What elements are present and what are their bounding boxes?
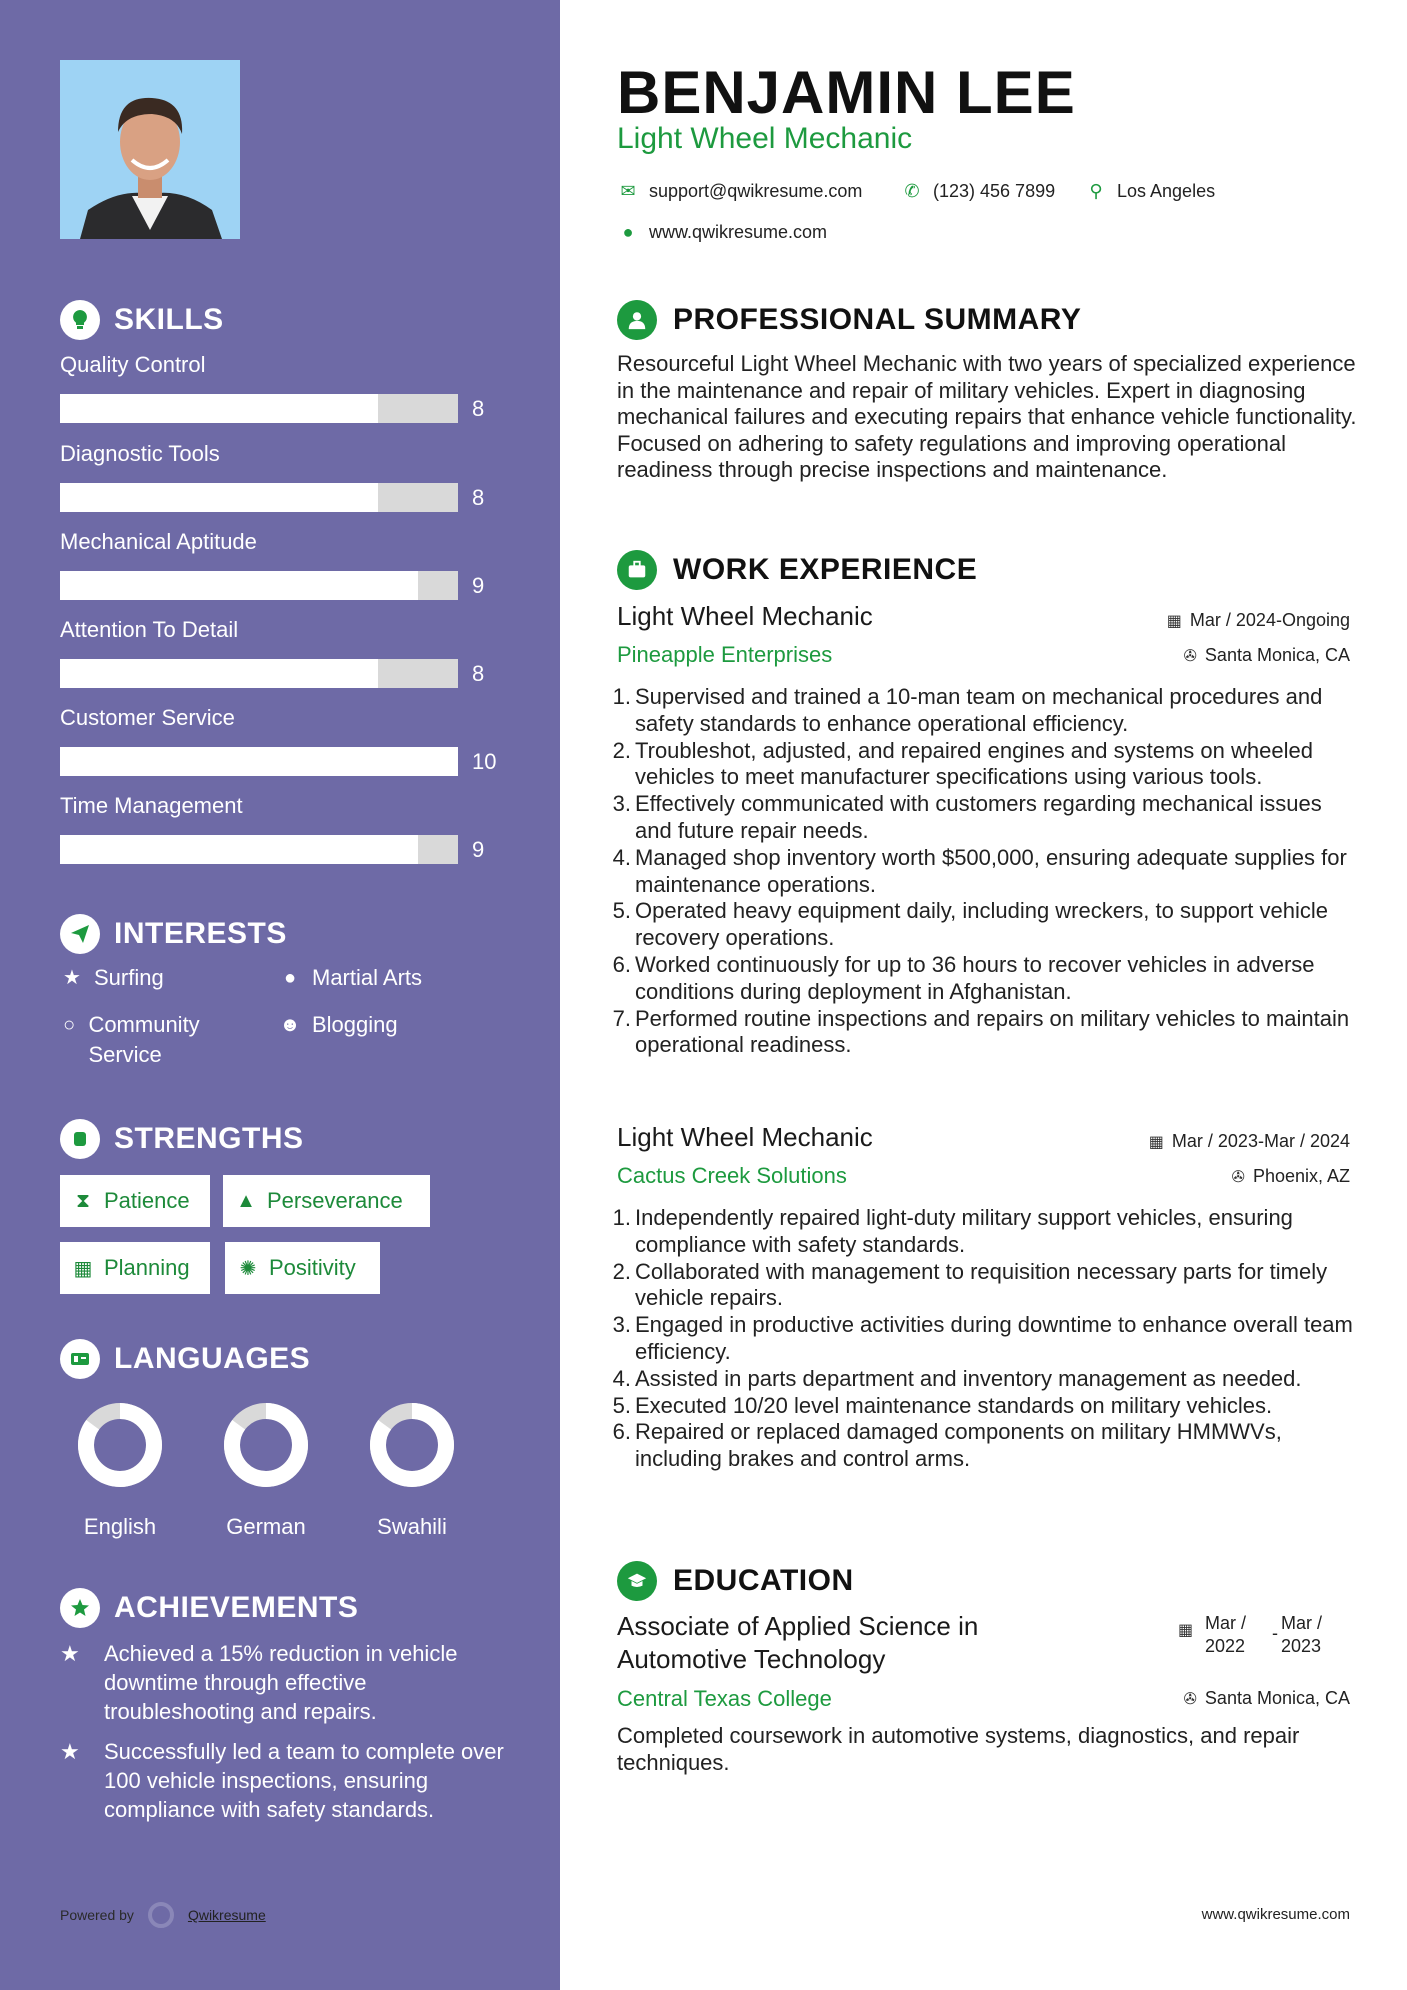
- interest-item: ★ Surfing: [60, 963, 164, 993]
- skill-bar-fill: [60, 483, 378, 512]
- sidebar: [0, 0, 560, 1990]
- envelope-icon: ✉: [620, 181, 636, 201]
- skill-bar-fill: [60, 571, 418, 600]
- skill-item: [60, 529, 500, 598]
- achievements-heading: ACHIEVEMENTS: [60, 1588, 358, 1628]
- pushpin-icon: ✇: [1183, 1690, 1197, 1708]
- language-item: [60, 1400, 180, 1540]
- skill-bar: [60, 394, 458, 423]
- strength-badge: ✺ Positivity: [225, 1242, 380, 1294]
- language-item: [206, 1400, 326, 1540]
- languages-heading: LANGUAGES: [60, 1339, 310, 1379]
- skill-bar: [60, 483, 458, 512]
- education-description: Completed coursework in automotive systems, diagnostics, and repair techniques.: [617, 1723, 1300, 1775]
- experience-heading: WORK EXPERIENCE: [617, 550, 977, 590]
- hourglass-icon: ⧗: [75, 1189, 91, 1212]
- skill-name: Diagnostic Tools: [60, 441, 220, 466]
- calendar-icon-wrap: [1178, 1620, 1193, 1640]
- job-dates: ▦ Mar / 2024-Ongoing: [1166, 610, 1350, 630]
- duty-item: Managed shop inventory worth $500,000, ensuring adequate supplies for maintenance operations.: [635, 844, 1347, 897]
- job-location: ✇ Phoenix, AZ: [1231, 1166, 1350, 1186]
- interest-item: ○ Community Service: [60, 1010, 235, 1070]
- skill-value: 9: [472, 573, 485, 598]
- job-location: ✇ Santa Monica, CA: [1183, 645, 1350, 665]
- skill-name: Mechanical Aptitude: [60, 529, 257, 554]
- job-dates: ▦ Mar / 2023-Mar / 2024: [1148, 1131, 1350, 1151]
- education-heading: EDUCATION: [617, 1561, 854, 1601]
- education-school: Central Texas College: [617, 1686, 832, 1711]
- skill-value: 9: [472, 837, 485, 862]
- language-icon: [60, 1339, 100, 1379]
- job-company: Cactus Creek Solutions: [617, 1163, 847, 1188]
- language-item: [352, 1400, 472, 1540]
- skill-bar-fill: [60, 394, 378, 423]
- hand-icon: ○: [63, 1014, 76, 1036]
- skill-item: [60, 617, 500, 686]
- summary-text: Resourceful Light Wheel Mechanic with two years of specialized experience in the maintenance and repair of military vehicles. Expert in diagnosing mechanical failures and executing repairs that enhance vehicle functionality. Focused on adhering to safety regulations and improving operational readiness through precise inspections and maintenance.: [617, 351, 1357, 482]
- skill-value: 8: [472, 485, 485, 510]
- brand-link[interactable]: Qwikresume: [187, 1907, 266, 1923]
- phone-icon: ✆: [904, 181, 920, 201]
- summary-heading: PROFESSIONAL SUMMARY: [617, 300, 1081, 340]
- map-pin-icon: ⚲: [1089, 181, 1103, 201]
- duty-item: Independently repaired light-duty military support vehicles, ensuring compliance with safety standards.: [635, 1205, 1293, 1257]
- shooting-star-icon: ★: [60, 1739, 80, 1764]
- job-company: Pineapple Enterprises: [617, 642, 833, 667]
- paper-plane-icon: [60, 914, 100, 954]
- candidate-title: Light Wheel Mechanic: [617, 122, 913, 155]
- fist-icon: [60, 1119, 100, 1159]
- job-duties: [617, 1205, 1357, 1473]
- skill-item: [60, 793, 500, 862]
- road-icon: ▲: [236, 1189, 256, 1212]
- contact-phone: ✆ (123) 456 7899: [901, 181, 1055, 202]
- duty-item: Operated heavy equipment daily, including wreckers, to support vehicle recovery operations.: [635, 898, 1328, 951]
- candidate-name: BENJAMIN LEE: [617, 59, 1076, 126]
- interest-item: ☻ Blogging: [278, 1010, 398, 1040]
- skill-bar: [60, 659, 458, 688]
- duty-item: Engaged in productive activities during downtime to enhance overall team efficiency.: [635, 1312, 1353, 1364]
- skill-value: 8: [472, 661, 485, 686]
- contact-email: ✉ support@qwikresume.com: [617, 181, 862, 202]
- skill-name: Attention To Detail: [60, 617, 239, 642]
- calendar-icon: ▦: [1178, 1622, 1194, 1639]
- duty-item: Executed 10/20 level maintenance standards on military vehicles.: [635, 1392, 1273, 1418]
- strength-badge: ▦ Planning: [60, 1242, 210, 1294]
- interest-item: ● Martial Arts: [278, 963, 422, 993]
- skill-item: [60, 352, 500, 421]
- shooting-star-icon: ★: [60, 1641, 80, 1666]
- strength-badge: ⧗ Patience: [60, 1175, 210, 1227]
- language-name: Swahili: [377, 1514, 447, 1539]
- skill-value: 8: [472, 396, 485, 421]
- graduate-icon: [617, 1561, 657, 1601]
- users-icon: ☻: [279, 1014, 301, 1036]
- duty-item: Assisted in parts department and inventory management as needed.: [635, 1365, 1302, 1391]
- interests-heading: INTERESTS: [60, 914, 287, 954]
- skills-heading: SKILLS: [60, 300, 224, 340]
- language-donut: [75, 1400, 165, 1490]
- powered-by: Powered by Qwikresume: [60, 1902, 266, 1928]
- education-date-separator: -: [1272, 1623, 1278, 1643]
- skill-bar-fill: [60, 835, 418, 864]
- education-degree: Associate of Applied Science in Automotive Technology: [617, 1611, 979, 1674]
- duty-item: Repaired or replaced damaged components on military HMMWVs, including brakes and control arms.: [635, 1419, 1282, 1472]
- skill-name: Customer Service: [60, 705, 235, 730]
- contact-location: ⚲ Los Angeles: [1085, 181, 1215, 202]
- duty-item: Effectively communicated with customers regarding mechanical issues and future repair needs.: [635, 791, 1322, 843]
- skill-bar: [60, 747, 458, 776]
- pushpin-icon: ✇: [1183, 647, 1197, 665]
- achievement-item: ★ Successfully led a team to complete over 100 vehicle inspections, ensuring compliance with safety standards.: [60, 1739, 504, 1822]
- duty-item: Supervised and trained a 10-man team on mechanical procedures and safety standards to enhance operational efficiency.: [635, 684, 1323, 736]
- duty-item: Worked continuously for up to 36 hours to recover vehicles in adverse conditions during deployment in Afghanistan.: [635, 951, 1315, 1004]
- job-role: Light Wheel Mechanic: [617, 601, 873, 631]
- pushpin-icon: ✇: [1231, 1168, 1245, 1186]
- skill-name: Time Management: [60, 793, 243, 818]
- duty-item: Performed routine inspections and repairs on military vehicles to maintain operational readiness.: [635, 1005, 1350, 1058]
- skill-name: Quality Control: [60, 352, 206, 377]
- skill-item: [60, 705, 500, 774]
- duty-item: Collaborated with management to requisition necessary parts for timely vehicle repairs.: [635, 1258, 1328, 1311]
- job-role: Light Wheel Mechanic: [617, 1122, 873, 1152]
- star-icon: ★: [63, 967, 81, 989]
- achievement-item: ★ Achieved a 15% reduction in vehicle downtime through effective troubleshooting and repairs.: [60, 1641, 458, 1724]
- duty-item: Troubleshot, adjusted, and repaired engines and systems on wheeled vehicles to meet manufacturer specifications using various tools.: [635, 737, 1313, 790]
- contact-website: ● www.qwikresume.com: [617, 222, 827, 243]
- user-icon: [617, 300, 657, 340]
- lightbulb-icon: [60, 300, 100, 340]
- calendar-icon: ▦: [73, 1257, 93, 1280]
- calendar-icon: ▦: [1148, 1133, 1164, 1151]
- language-name: German: [226, 1514, 306, 1539]
- skill-bar: [60, 835, 458, 864]
- footer-url[interactable]: www.qwikresume.com: [1201, 1906, 1350, 1923]
- calendar-icon: ▦: [1166, 612, 1182, 630]
- skill-bar-fill: [60, 747, 458, 776]
- qwikresume-logo-icon: [148, 1902, 174, 1928]
- education-end-date: Mar / 2023: [1281, 1613, 1323, 1656]
- language-donut: [221, 1400, 311, 1490]
- job-duties: [617, 684, 1357, 1059]
- skill-value: 10: [472, 749, 497, 774]
- language-donut: [367, 1400, 457, 1490]
- medal-star-icon: [60, 1588, 100, 1628]
- skill-item: [60, 441, 500, 510]
- strengths-heading: STRENGTHS: [60, 1119, 304, 1159]
- globe-icon: ●: [622, 222, 634, 242]
- briefcase-icon: [617, 550, 657, 590]
- globe-icon: ●: [283, 967, 297, 989]
- sun-icon: ✺: [239, 1257, 257, 1280]
- skill-bar: [60, 571, 458, 600]
- profile-photo: [60, 60, 240, 239]
- strength-badge: ▲ Perseverance: [223, 1175, 430, 1227]
- education-start-date: Mar / 2022: [1205, 1613, 1247, 1656]
- skill-bar-fill: [60, 659, 378, 688]
- language-name: English: [83, 1514, 157, 1539]
- education-location: ✇ Santa Monica, CA: [1183, 1688, 1350, 1708]
